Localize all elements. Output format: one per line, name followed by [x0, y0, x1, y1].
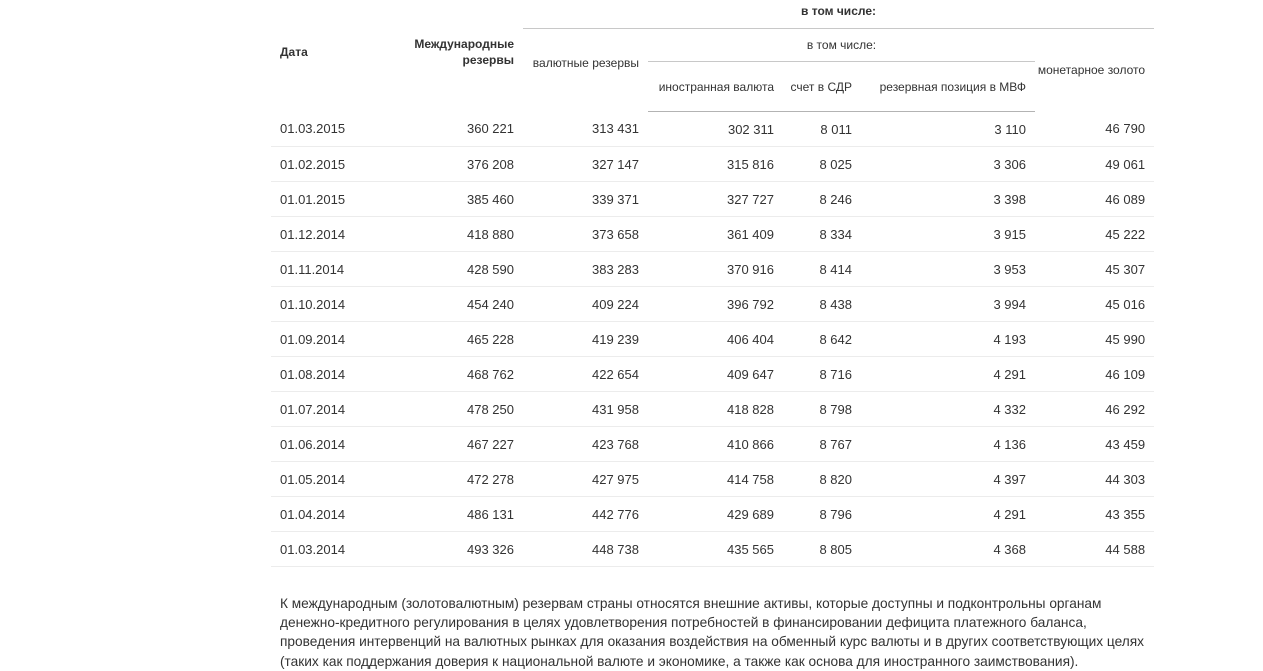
header-monetary-gold: монетарное золото: [1037, 63, 1146, 78]
cell-date: 01.06.2014: [271, 427, 381, 462]
cell-sdr-account: 8 438: [783, 287, 861, 322]
cell-international-reserves: 486 131: [381, 497, 523, 532]
table-row: [271, 112, 1154, 147]
cell-international-reserves: 376 208: [381, 147, 523, 182]
reserves-table: [271, 0, 1154, 567]
cell-imf-position: 4 291: [861, 357, 1035, 392]
header-foreign-currency: иностранная валюта: [648, 62, 783, 112]
cell-monetary-gold: 44 588: [1035, 532, 1154, 567]
cell-foreign-currency: 406 404: [648, 322, 783, 357]
cell-sdr-account: 8 334: [783, 217, 861, 252]
cell-date: 01.03.2015: [271, 112, 381, 147]
cell-international-reserves: 454 240: [381, 287, 523, 322]
cell-monetary-gold: 45 990: [1035, 322, 1154, 357]
cell-monetary-gold: 43 459: [1035, 427, 1154, 462]
cell-date: 01.07.2014: [271, 392, 381, 427]
cell-foreign-currency: 302 311: [648, 112, 783, 147]
cell-imf-position: 3 306: [861, 147, 1035, 182]
table-row: [271, 427, 1154, 462]
cell-monetary-gold: 46 790: [1035, 112, 1154, 147]
table-row: [271, 357, 1154, 392]
header-including-sub: в том числе:: [648, 29, 1035, 62]
cell-currency-reserves: 448 738: [523, 532, 648, 567]
cell-currency-reserves: 419 239: [523, 322, 648, 357]
cell-date: 01.02.2015: [271, 147, 381, 182]
cell-imf-position: 3 915: [861, 217, 1035, 252]
cell-monetary-gold: 43 355: [1035, 497, 1154, 532]
cell-foreign-currency: 409 647: [648, 357, 783, 392]
cell-currency-reserves: 327 147: [523, 147, 648, 182]
cell-international-reserves: 385 460: [381, 182, 523, 217]
header-sdr-account: счет в СДР: [783, 62, 861, 112]
cell-monetary-gold: 46 089: [1035, 182, 1154, 217]
header-date: Дата: [280, 45, 308, 59]
cell-imf-position: 4 136: [861, 427, 1035, 462]
table-row: [271, 497, 1154, 532]
cell-date: 01.09.2014: [271, 322, 381, 357]
cell-monetary-gold: 44 303: [1035, 462, 1154, 497]
cell-date: 01.01.2015: [271, 182, 381, 217]
cell-monetary-gold: 45 307: [1035, 252, 1154, 287]
header-currency-reserves: валютные резервы: [532, 56, 639, 70]
cell-sdr-account: 8 025: [783, 147, 861, 182]
table-row: [271, 147, 1154, 182]
cell-sdr-account: 8 820: [783, 462, 861, 497]
cell-foreign-currency: 361 409: [648, 217, 783, 252]
cell-sdr-account: 8 767: [783, 427, 861, 462]
cell-date: 01.12.2014: [271, 217, 381, 252]
cell-imf-position: 3 953: [861, 252, 1035, 287]
cell-monetary-gold: 45 016: [1035, 287, 1154, 322]
table-header: [271, 0, 1154, 112]
reserves-definition-note: К международным (золотовалютным) резервам страны относятся внешние активы, которые доступны и подконтрольны органам денежно-кредитного регулирования в целях удовлетворения потребностей в финансировании дефицита платежного баланса, проведения интервенций на валютных рынках для оказания воздействия на обменный курс валюты и в других соответствующих целях (таких как поддержания доверия к национальной валюте и экономике, а также как основа для иностранного заимствования).: [280, 595, 1145, 669]
cell-sdr-account: 8 805: [783, 532, 861, 567]
cell-international-reserves: 428 590: [381, 252, 523, 287]
table-row: [271, 217, 1154, 252]
cell-sdr-account: 8 011: [783, 112, 861, 147]
cell-currency-reserves: 427 975: [523, 462, 648, 497]
table-row: [271, 182, 1154, 217]
cell-foreign-currency: 396 792: [648, 287, 783, 322]
table-row: [271, 287, 1154, 322]
cell-currency-reserves: 431 958: [523, 392, 648, 427]
cell-imf-position: 4 368: [861, 532, 1035, 567]
cell-international-reserves: 360 221: [381, 112, 523, 147]
cell-international-reserves: 493 326: [381, 532, 523, 567]
cell-international-reserves: 418 880: [381, 217, 523, 252]
cell-monetary-gold: 46 292: [1035, 392, 1154, 427]
cell-sdr-account: 8 796: [783, 497, 861, 532]
cell-currency-reserves: 422 654: [523, 357, 648, 392]
table-row: [271, 392, 1154, 427]
cell-sdr-account: 8 716: [783, 357, 861, 392]
cell-currency-reserves: 373 658: [523, 217, 648, 252]
cell-imf-position: 4 397: [861, 462, 1035, 497]
header-including: в том числе:: [523, 0, 1154, 29]
cell-date: 01.11.2014: [271, 252, 381, 287]
cell-imf-position: 4 291: [861, 497, 1035, 532]
cell-date: 01.05.2014: [271, 462, 381, 497]
cell-monetary-gold: 45 222: [1035, 217, 1154, 252]
header-imf-position: резервная позиция в МВФ: [861, 62, 1035, 112]
cell-currency-reserves: 313 431: [523, 112, 648, 147]
cell-international-reserves: 467 227: [381, 427, 523, 462]
cell-foreign-currency: 435 565: [648, 532, 783, 567]
cell-international-reserves: 468 762: [381, 357, 523, 392]
cell-imf-position: 4 332: [861, 392, 1035, 427]
cell-foreign-currency: 429 689: [648, 497, 783, 532]
cell-currency-reserves: 442 776: [523, 497, 648, 532]
reserves-table-container: [271, 0, 1154, 567]
table-row: [271, 462, 1154, 497]
cell-international-reserves: 465 228: [381, 322, 523, 357]
cell-sdr-account: 8 642: [783, 322, 861, 357]
cell-foreign-currency: 410 866: [648, 427, 783, 462]
cell-monetary-gold: 46 109: [1035, 357, 1154, 392]
cell-foreign-currency: 370 916: [648, 252, 783, 287]
cell-foreign-currency: 418 828: [648, 392, 783, 427]
cell-imf-position: 3 994: [861, 287, 1035, 322]
cell-currency-reserves: 409 224: [523, 287, 648, 322]
cell-imf-position: 3 398: [861, 182, 1035, 217]
cell-sdr-account: 8 414: [783, 252, 861, 287]
cell-foreign-currency: 315 816: [648, 147, 783, 182]
cell-imf-position: 4 193: [861, 322, 1035, 357]
cell-currency-reserves: 339 371: [523, 182, 648, 217]
table-row: [271, 252, 1154, 287]
cell-sdr-account: 8 246: [783, 182, 861, 217]
cell-date: 01.08.2014: [271, 357, 381, 392]
cell-international-reserves: 472 278: [381, 462, 523, 497]
cell-sdr-account: 8 798: [783, 392, 861, 427]
cell-date: 01.04.2014: [271, 497, 381, 532]
cell-international-reserves: 478 250: [381, 392, 523, 427]
cell-currency-reserves: 423 768: [523, 427, 648, 462]
cell-date: 01.10.2014: [271, 287, 381, 322]
cell-monetary-gold: 49 061: [1035, 147, 1154, 182]
cell-date: 01.03.2014: [271, 532, 381, 567]
table-body: [271, 112, 1154, 567]
cell-foreign-currency: 414 758: [648, 462, 783, 497]
header-international-reserves: Международные резервы: [414, 37, 514, 67]
cell-imf-position: 3 110: [861, 112, 1035, 147]
table-row: [271, 322, 1154, 357]
table-row: [271, 532, 1154, 567]
cell-foreign-currency: 327 727: [648, 182, 783, 217]
cell-currency-reserves: 383 283: [523, 252, 648, 287]
